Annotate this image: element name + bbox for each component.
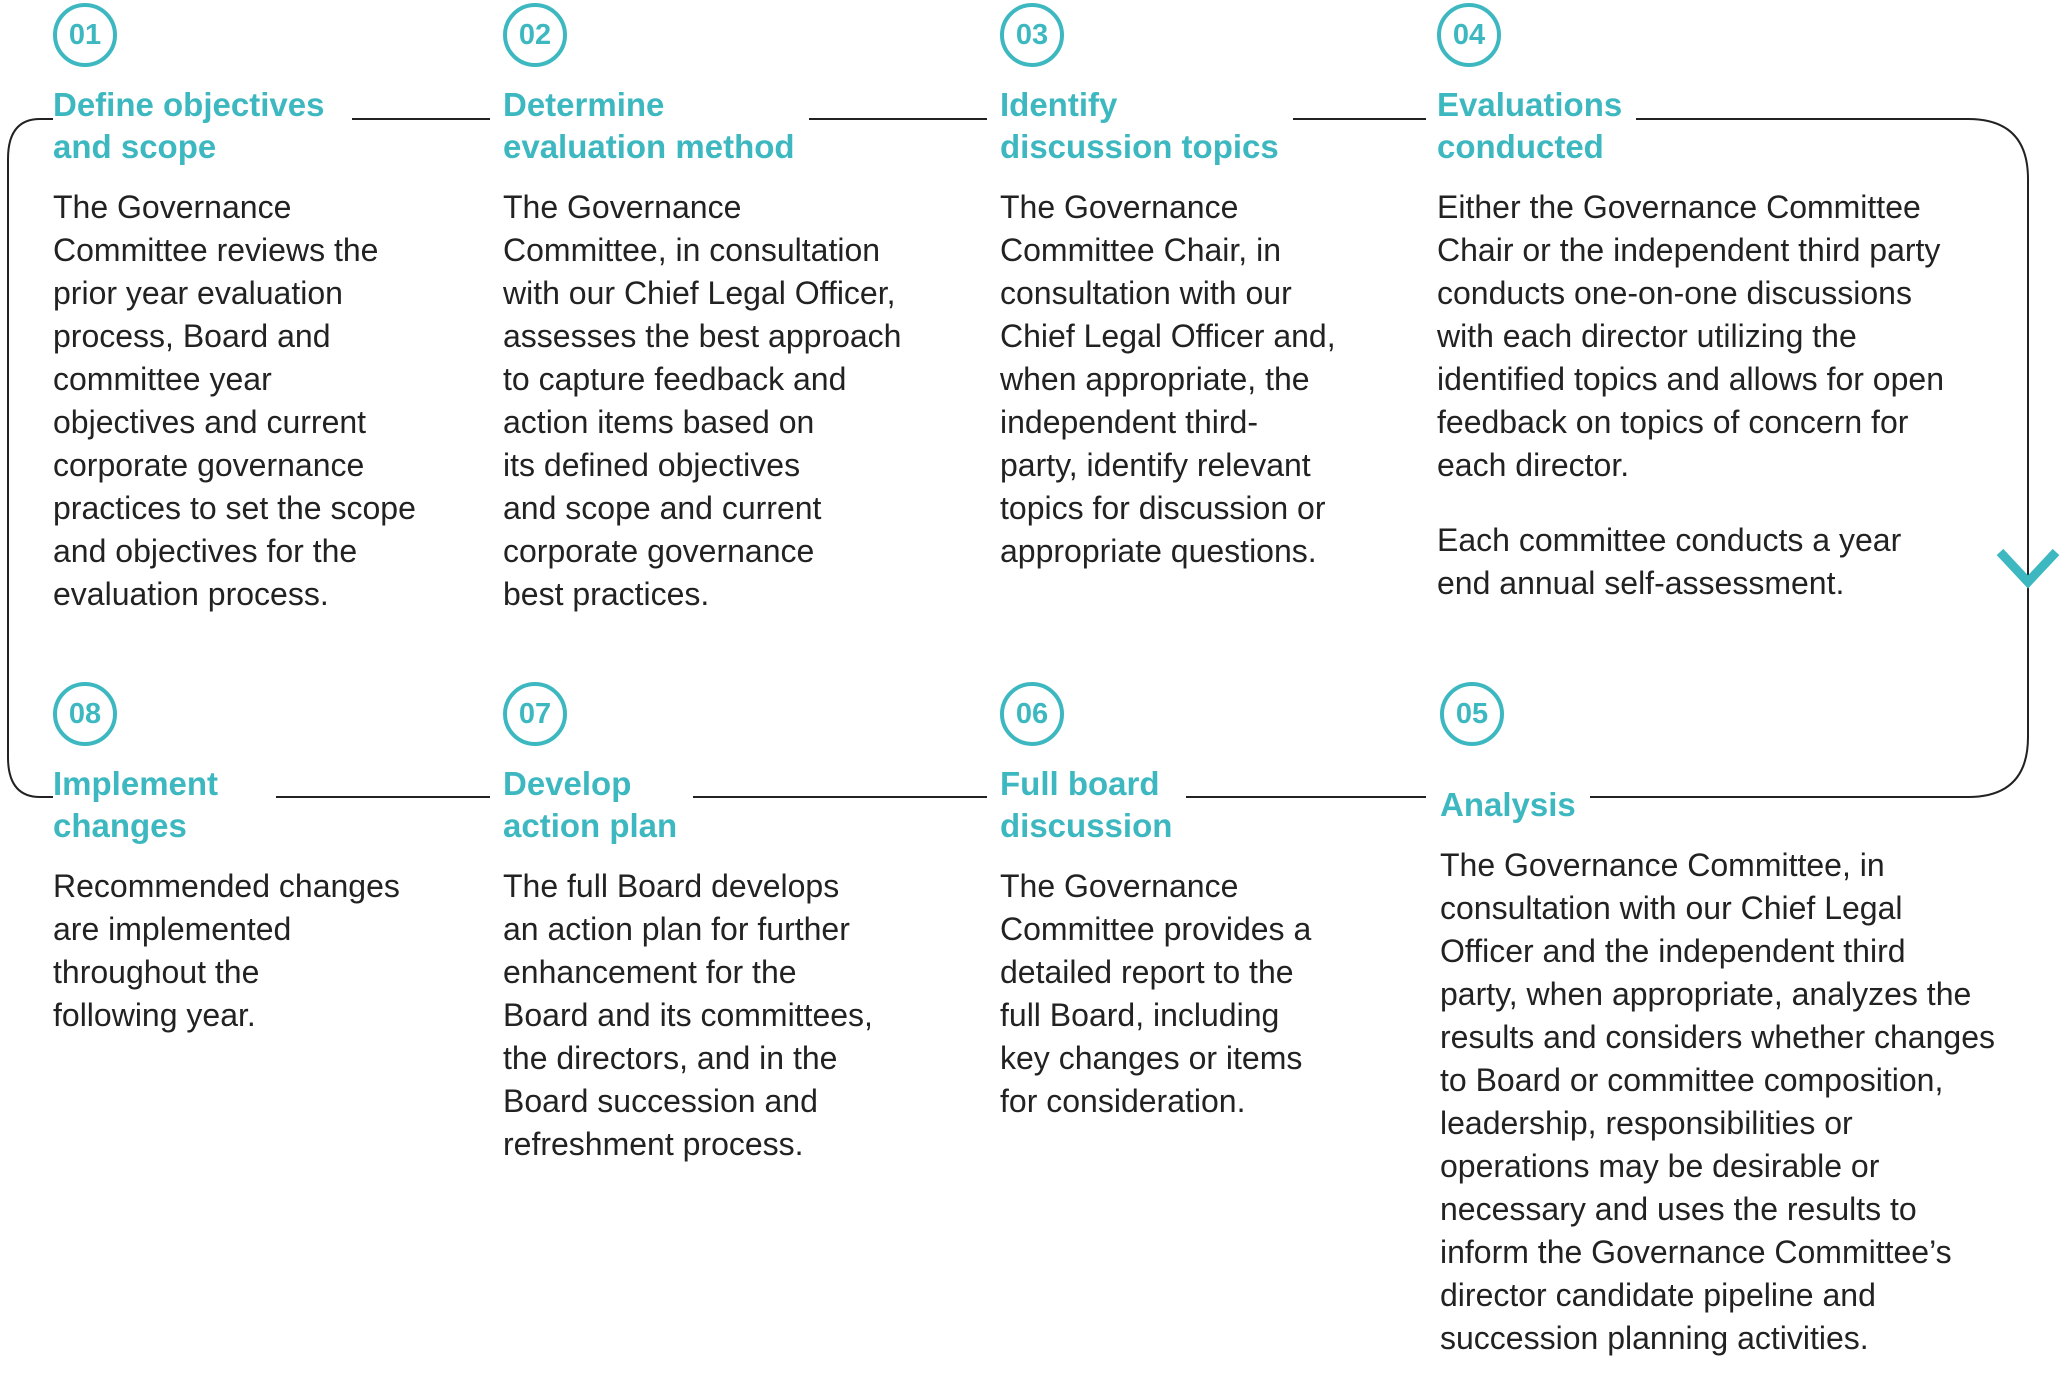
step-02	[503, 3, 943, 616]
step-number-badge: 07	[503, 682, 567, 746]
step-03	[1000, 3, 1400, 573]
step-title: Identify discussion topics	[1000, 84, 1293, 168]
step-07	[503, 682, 943, 1166]
step-title: Determine evaluation method	[503, 84, 809, 168]
step-number-badge: 08	[53, 682, 117, 746]
step-description: The Governance Committee, in consultation with our Chief Legal Officer and the independent third party, when appropriate, analyzes the results and considers whether changes to Board or committee composition, leadership, responsibilities or operations may be desirable or necessary and uses the results to inform the Governance Committee’s director candidate pipeline and succession planning activities.	[1440, 847, 1995, 1356]
step-title: Develop action plan	[503, 763, 691, 847]
step-number-badge: 03	[1000, 3, 1064, 67]
step-number-badge: 05	[1440, 682, 1504, 746]
step-06	[1000, 682, 1400, 1123]
step-number-badge: 01	[53, 3, 117, 67]
step-number-badge: 02	[503, 3, 567, 67]
step-title: Evaluations conducted	[1437, 84, 1636, 168]
step-description-note: Each committee conducts a year end annual self-assessment.	[1437, 522, 1902, 601]
step-description: The full Board develops an action plan for further enhancement for the Board and its committees, the directors, and in the Board succession and refreshment process.	[503, 868, 873, 1162]
step-05	[1440, 682, 2020, 1360]
step-description: Either the Governance Committee Chair or the independent third party conducts one-on-one discussions with each director utilizing the identified topics and allows for open feedback on topics of concern for each director.	[1437, 189, 1944, 483]
step-title: Define objectives and scope	[53, 84, 338, 168]
step-description: The Governance Committee Chair, in consultation with our Chief Legal Officer and, when appropriate, the independent third- party, identify relevant topics for discussion or appropriate questions.	[1000, 189, 1336, 569]
step-04	[1437, 3, 1997, 605]
step-08	[53, 682, 453, 1037]
step-description: Recommended changes are implemented throughout the following year.	[53, 868, 400, 1033]
step-description: The Governance Committee, in consultation with our Chief Legal Officer, assesses the best approach to capture feedback and action items based on its defined objectives and scope and current corporate governance best practices.	[503, 189, 902, 612]
step-description: The Governance Committee reviews the prior year evaluation process, Board and committee year objectives and current corporate governance practices to set the scope and objectives for the evaluation process.	[53, 189, 416, 612]
step-title: Full board discussion	[1000, 763, 1186, 847]
left-loop-line	[8, 119, 53, 797]
step-01	[53, 3, 453, 616]
step-title: Analysis	[1440, 784, 1590, 826]
step-number-badge: 04	[1437, 3, 1501, 67]
step-description: The Governance Committee provides a detailed report to the full Board, including key changes or items for consideration.	[1000, 868, 1312, 1119]
step-title: Implement changes	[53, 763, 232, 847]
step-number-badge: 06	[1000, 682, 1064, 746]
